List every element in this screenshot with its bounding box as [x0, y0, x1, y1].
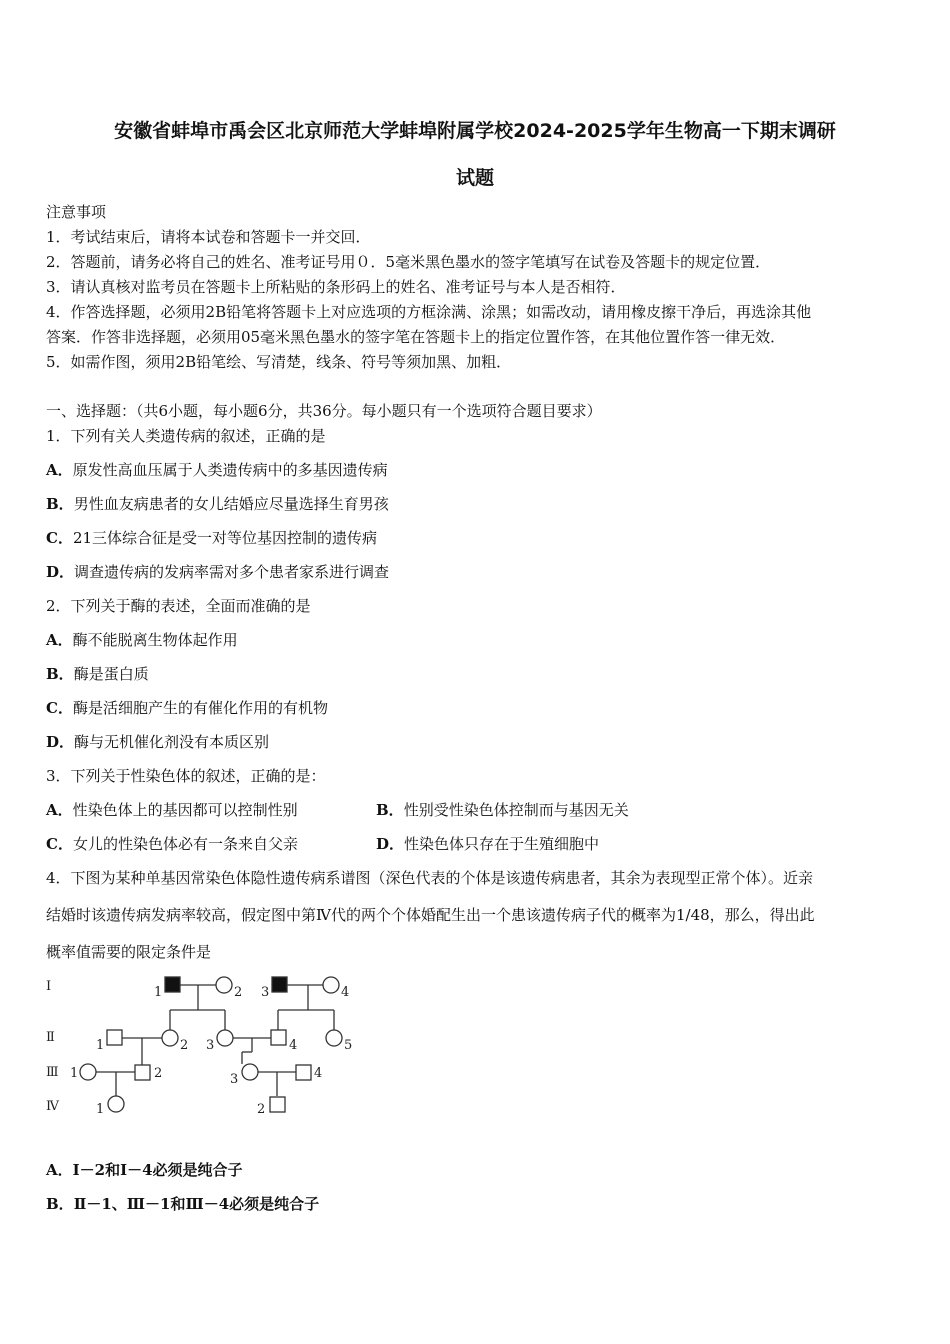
gen3-individual-3-female: [242, 1064, 258, 1080]
page-title: 安徽省蚌埠市禹会区北京师范大学蚌埠附属学校2024-2025学年生物高一下期末调研: [114, 120, 836, 142]
section-heading: 一、选择题：（共6小题，每小题6分，共36分。每小题只有一个选项符合题目要求）: [46, 402, 602, 420]
question-2-option-a: A．酶不能脱离生物体起作用: [46, 631, 238, 649]
individual-number: 5: [344, 1038, 353, 1053]
page-title-continued: 试题: [455, 167, 494, 189]
individual-number: 2: [257, 1102, 266, 1117]
generation-label: Ⅱ: [46, 1030, 55, 1045]
question-2-option-c: C．酶是活细胞产生的有催化作用的有机物: [46, 699, 328, 717]
question-3-option-b: B．性别受性染色体控制而与基因无关: [376, 801, 629, 819]
notice-item: 4．作答选择题，必须用2B铅笔将答题卡上对应选项的方框涂满、涂黑；如需改动，请用橡皮擦干净后，再选涂其他: [46, 303, 812, 321]
question-3-option-c: C．女儿的性染色体必有一条来自父亲: [46, 835, 298, 853]
gen4-individual-2-male: [270, 1097, 285, 1112]
individual-number: 1: [154, 985, 163, 1000]
question-1-option-a: A．原发性高血压属于人类遗传病中的多基因遗传病: [46, 461, 388, 479]
gen1-individual-3-affected-male: [272, 977, 287, 992]
question-1-option-d: D．调查遗传病的发病率需对多个患者家系进行调查: [46, 563, 390, 581]
question-4-stem-line3: 概率值需要的限定条件是: [46, 943, 212, 961]
gen3-individual-4-male: [296, 1065, 311, 1080]
gen2-individual-5-female: [326, 1030, 342, 1046]
gen3-individual-2-male: [135, 1065, 150, 1080]
individual-number: 3: [206, 1038, 215, 1053]
question-3-option-a: A．性染色体上的基因都可以控制性别: [46, 801, 298, 819]
individual-number: 4: [341, 985, 350, 1000]
question-4-option-a: A．Ⅰ－2和Ⅰ－4必须是纯合子: [46, 1161, 243, 1179]
gen1-individual-4-female: [323, 977, 339, 993]
notice-item: 1．考试结束后，请将本试卷和答题卡一并交回．: [46, 228, 371, 246]
question-4-stem: 4．下图为某种单基因常染色体隐性遗传病系谱图（深色代表的个体是该遗传病患者，其余为表现型正常个体）。近亲: [46, 869, 814, 887]
notice-item: 2．答题前，请务必将自己的姓名、准考证号用０．5毫米黑色墨水的签字笔填写在试卷及答题卡的规定位置．: [46, 253, 771, 271]
question-2-option-b: B．酶是蛋白质: [46, 665, 149, 683]
individual-number: 1: [96, 1038, 105, 1053]
generation-label: Ⅰ: [46, 979, 52, 994]
individual-number: 4: [314, 1066, 323, 1081]
individual-number: 3: [230, 1072, 239, 1087]
gen2-individual-4-male: [271, 1030, 286, 1045]
individual-number: 4: [289, 1038, 298, 1053]
gen3-individual-1-female: [80, 1064, 96, 1080]
question-3-stem: 3．下列关于性染色体的叙述，正确的是：: [46, 767, 326, 785]
notice-heading: 注意事项: [46, 203, 107, 221]
generation-label: Ⅲ: [46, 1065, 59, 1080]
gen2-individual-1-male: [107, 1030, 122, 1045]
question-4-stem-line2: 结婚时该遗传病发病率较高，假定图中第Ⅳ代的两个个体婚配生出一个患该遗传病子代的概率为1/48，那么，得出此: [46, 906, 815, 924]
gen1-individual-2-female: [216, 977, 232, 993]
generation-label: Ⅳ: [46, 1099, 59, 1114]
question-3-option-d: D．性染色体只存在于生殖细胞中: [376, 835, 600, 853]
individual-number: 1: [96, 1102, 105, 1117]
question-1-option-b: B．男性血友病患者的女儿结婚应尽量选择生育男孩: [46, 495, 389, 513]
individual-number: 3: [261, 985, 270, 1000]
gen4-individual-1-female: [108, 1096, 124, 1112]
individual-number: 1: [70, 1066, 79, 1081]
notice-item: 3．请认真核对监考员在答题卡上所粘贴的条形码上的姓名、准考证号与本人是否相符．: [46, 278, 626, 296]
individual-number: 2: [234, 985, 243, 1000]
question-2-stem: 2．下列关于酶的表述，全面而准确的是: [46, 597, 311, 615]
gen2-individual-2-female: [162, 1030, 178, 1046]
gen2-individual-3-female: [217, 1030, 233, 1046]
question-4-option-b: B．Ⅱ－1、Ⅲ－1和Ⅲ－4必须是纯合子: [46, 1195, 320, 1213]
question-2-option-d: D．酶与无机催化剂没有本质区别: [46, 733, 270, 751]
pedigree-chart: [40, 968, 370, 1126]
individual-number: 2: [180, 1038, 189, 1053]
question-1-stem: 1．下列有关人类遗传病的叙述，正确的是: [46, 427, 326, 445]
notice-item: 5．如需作图，须用2B铅笔绘、写清楚，线条、符号等须加黑、加粗．: [46, 353, 512, 371]
notice-item: 答案．作答非选择题，必须用05毫米黑色墨水的签字笔在答题卡上的指定位置作答，在其他位置作答一律无效．: [46, 328, 786, 346]
question-1-option-c: C．21三体综合征是受一对等位基因控制的遗传病: [46, 529, 378, 547]
individual-number: 2: [154, 1066, 163, 1081]
gen1-individual-1-affected-male: [165, 977, 180, 992]
